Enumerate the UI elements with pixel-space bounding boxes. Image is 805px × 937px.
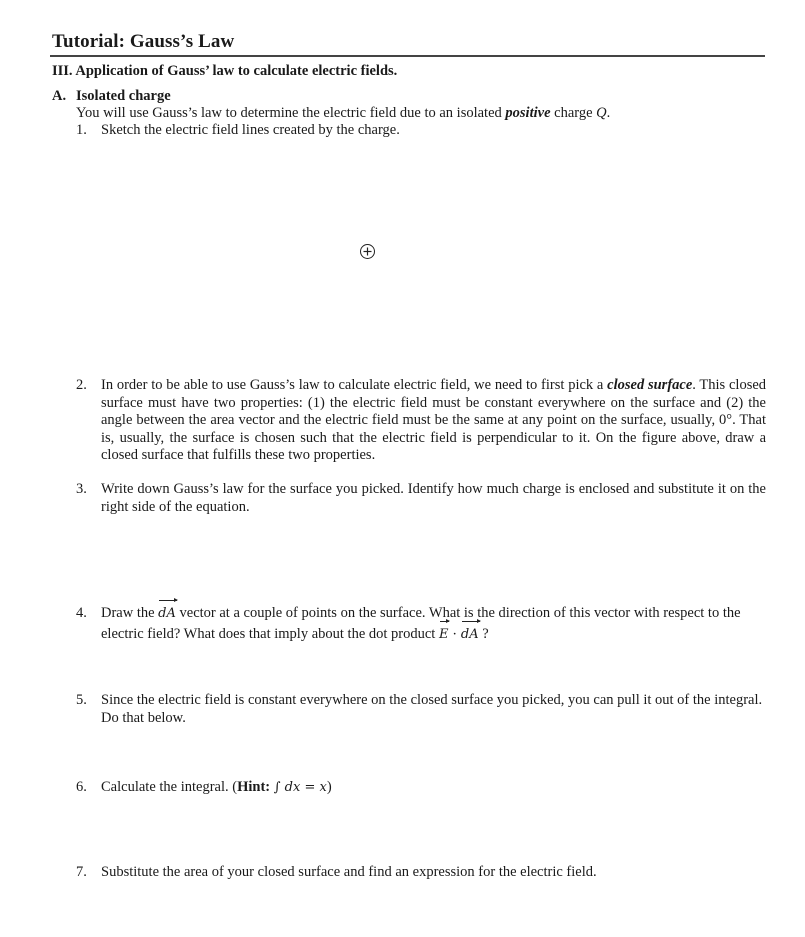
integral-expression: dx = x <box>280 780 327 795</box>
question-2 <box>76 377 766 465</box>
question-number: 6. <box>76 779 87 795</box>
question-number: 4. <box>76 605 87 621</box>
question-text: Write down Gauss’s law for the surface you picked. Identify how much charge is enclosed and substitute it on the right side of the equation. <box>101 481 766 515</box>
question-4 <box>76 603 766 645</box>
question-text: Since the electric field is constant everywhere on the closed surface you picked, you can pull it out of the integral. Do that below. <box>101 692 763 726</box>
subsection-letter: A. <box>52 88 67 104</box>
question-emphasis: closed surface <box>607 377 693 393</box>
question-number: 5. <box>76 692 87 708</box>
intro-mid: charge <box>550 105 597 121</box>
question-text-post: ? <box>478 626 489 642</box>
question-6 <box>76 779 766 797</box>
question-text-mid: vector at a couple of points on the surface. What is the direction of this vector with respect to the electric field? What does that imply about the dot product <box>101 605 741 642</box>
question-number: 3. <box>76 481 87 497</box>
question-text-pre: Calculate the integral. ( <box>101 779 238 795</box>
question-text-post: . This closed surface must have two properties: (1) the electric field must be constant everywhere on the surface and (2) the angle between the area vector and the electric field must be the same at any point on the surface, usually, 0°. That is, usually, the surface is chosen such that the electric field is perpendicular to it. On the figure above, draw a closed surface that fulfills these two properties. <box>101 377 767 463</box>
section-heading: III. Application of Gauss’ law to calculate electric fields. <box>52 63 398 79</box>
question-number: 1. <box>76 122 87 138</box>
plus-icon <box>361 245 374 258</box>
area-vector-symbol-2: dA <box>461 625 479 645</box>
integral-symbol: ∫ <box>273 780 281 795</box>
intro-charge-symbol: Q <box>596 105 607 121</box>
question-text: Sketch the electric field lines created by the charge. <box>101 122 400 138</box>
question-number: 2. <box>76 377 87 393</box>
question-number: 7. <box>76 864 87 880</box>
question-text <box>101 603 766 645</box>
page-title: Tutorial: Gauss’s Law <box>52 31 235 52</box>
intro-pre: You will use Gauss’s law to determine the electric field due to an isolated <box>76 105 506 121</box>
area-vector-symbol: dA <box>158 604 176 624</box>
field-vector-symbol: E <box>439 625 449 645</box>
question-text <box>101 779 766 797</box>
dot-operator: · <box>448 627 461 642</box>
question-text: Substitute the area of your closed surface and find an expression for the electric field. <box>101 864 597 880</box>
question-1 <box>76 122 766 140</box>
subsection-heading <box>52 88 171 105</box>
subsection-label: Isolated charge <box>76 88 171 104</box>
question-text-pre: In order to be able to use Gauss’s law to calculate electric field, we need to first pick a <box>101 377 608 393</box>
intro-emphasis: positive <box>505 105 551 121</box>
question-text-pre: Draw the <box>101 605 159 621</box>
question-3 <box>76 481 766 516</box>
question-5 <box>76 692 766 727</box>
hint-label: Hint: <box>237 779 271 795</box>
intro-text <box>76 105 610 122</box>
intro-post: . <box>606 105 611 121</box>
title-divider <box>50 55 765 57</box>
question-text-post: ) <box>326 779 332 795</box>
positive-charge-icon <box>360 244 375 259</box>
question-text <box>101 377 766 465</box>
question-7 <box>76 864 766 882</box>
